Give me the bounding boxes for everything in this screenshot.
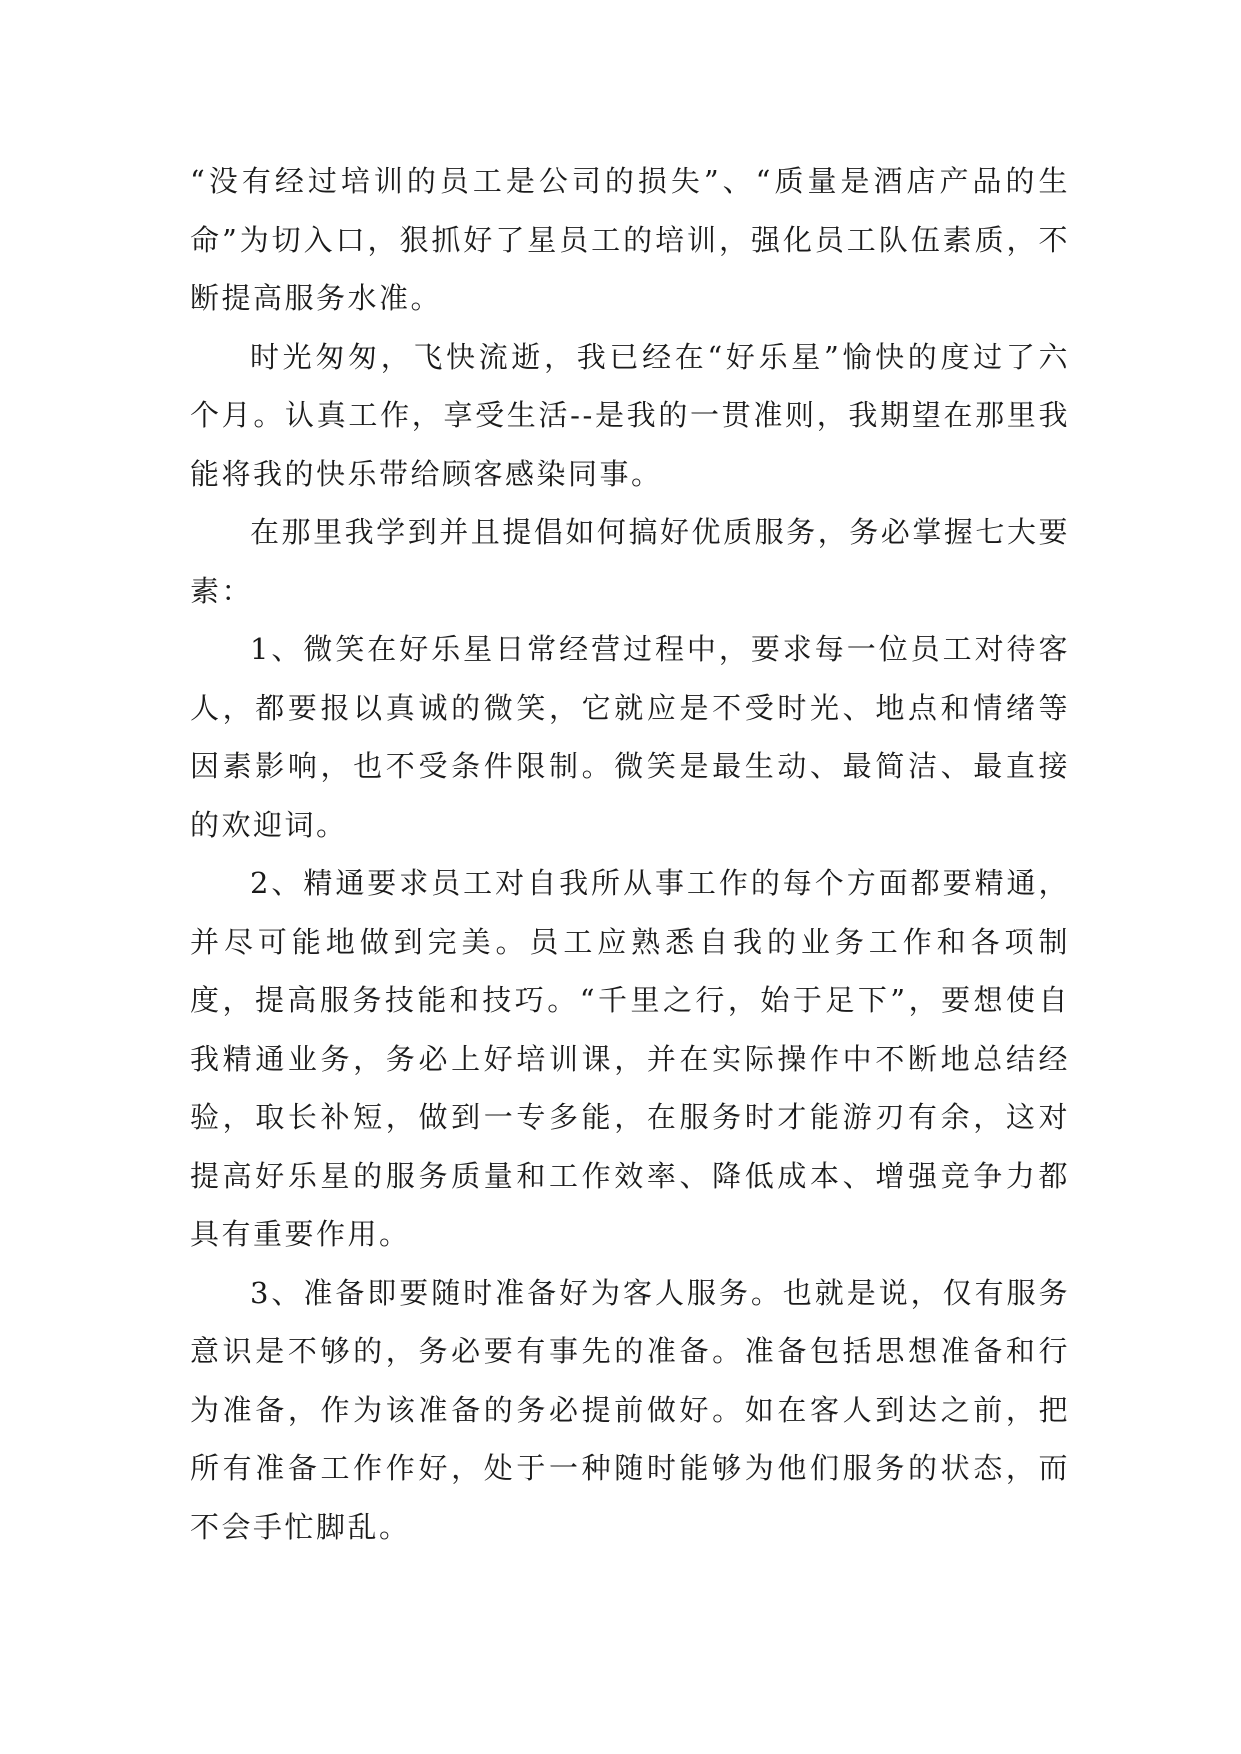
paragraph-3: 在那里我学到并且提倡如何搞好优质服务，务必掌握七大要素： [190,515,1070,608]
paragraph-4: 1、微笑在好乐星日常经营过程中，要求每一位员工对待客人，都要报以真诚的微笑，它就应是不受时光、地点和情绪等因素影响，也不受条件限制。微笑是最生动、最简洁、最直接的欢迎词。 [190,632,1070,842]
paragraph-6: 3、准备即要随时准备好为客人服务。也就是说，仅有服务意识是不够的，务必要有事先的准备。准备包括思想准备和行为准备，作为该准备的务必提前做好。如在客人到达之前，把所有准备工作作好，处于一种随时能够为他们服务的状态，而不会手忙脚乱。 [190,1275,1070,1544]
document-body [190,152,1070,1556]
paragraph-1: “没有经过培训的员工是公司的损失”、“质量是酒店产品的生命”为切入口，狠抓好了星员工的培训，强化员工队伍素质，不断提高服务水准。 [190,164,1070,315]
paragraph-2: 时光匆匆，飞快流逝，我已经在“好乐星”愉快的度过了六个月。认真工作，享受生活--是我的一贯准则，我期望在那里我能将我的快乐带给顾客感染同事。 [190,339,1070,491]
paragraph-5: 2、精通要求员工对自我所从事工作的每个方面都要精通，并尽可能地做到完美。员工应熟悉自我的业务工作和各项制度，提高服务技能和技巧。“千里之行，始于足下”，要想使自我精通业务，务必上好培训课，并在实际操作中不断地总结经验，取长补短，做到一专多能，在服务时才能游刃有余，这对提高好乐星的服务质量和工作效率、降低成本、增强竞争力都具有重要作用。 [190,866,1070,1251]
